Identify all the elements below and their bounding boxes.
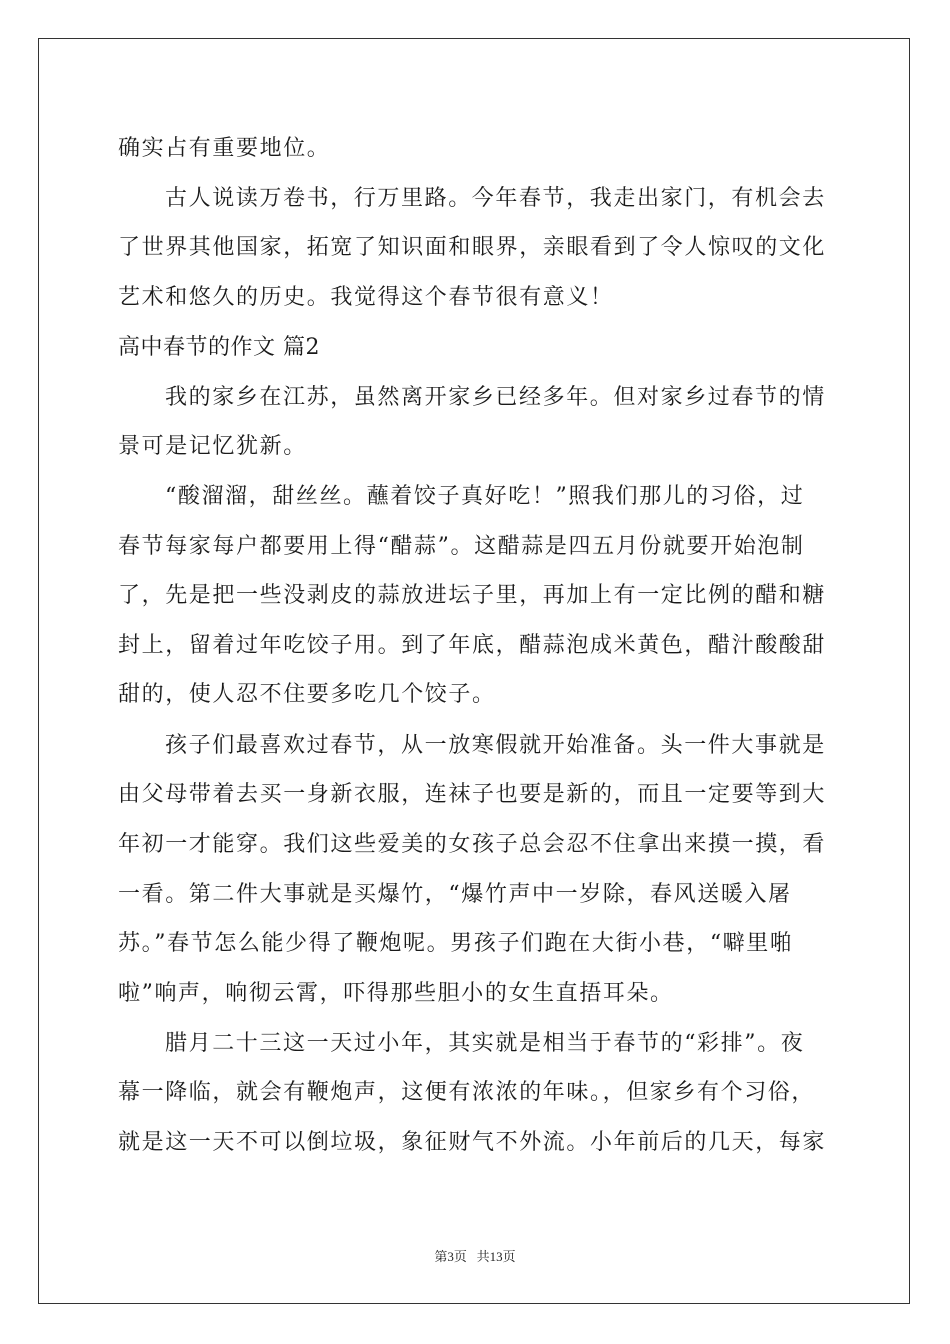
section-heading: 高中春节的作文 篇2: [118, 335, 320, 360]
paragraph-start-line: 腊月二十三这一天过小年，其实就是相当于春节的“彩排”。夜: [165, 1031, 805, 1056]
text-line: 确实占有重要地位。: [118, 136, 331, 161]
page-footer: [0, 1248, 950, 1266]
text-line: 了世界其他国家，拓宽了知识面和眼界，亲眼看到了令人惊叹的文化: [118, 235, 827, 260]
text-line: 啦”响声，响彻云霄，吓得那些胆小的女生直捂耳朵。: [118, 981, 674, 1006]
text-line: 封上，留着过年吃饺子用。到了年底，醋蒜泡成米黄色，醋汁酸酸甜: [118, 633, 827, 658]
paragraph-start-line: 古人说读万卷书，行万里路。今年春节，我走出家门，有机会去: [165, 186, 826, 211]
text-line: 苏。”春节怎么能少得了鞭炮呢。男孩子们跑在大街小巷，“噼里啪: [118, 931, 794, 956]
text-line: 艺术和悠久的历史。我觉得这个春节很有意义！: [118, 285, 614, 310]
text-line: 幕一降临，就会有鞭炮声，这便有浓浓的年味。，但家乡有个习俗，: [118, 1080, 816, 1105]
text-line: 年初一才能穿。我们这些爱美的女孩子总会忍不住拿出来摸一摸，看: [118, 832, 827, 857]
page-total: 共13页: [476, 1249, 516, 1264]
text-line: 就是这一天不可以倒垃圾，象征财气不外流。小年前后的几天，每家: [118, 1130, 827, 1155]
text-line: 了，先是把一些没剥皮的蒜放进坛子里，再加上有一定比例的醋和糖: [118, 583, 827, 608]
text-line: 甜的，使人忍不住要多吃几个饺子。: [118, 682, 496, 707]
paragraph-start-line: 我的家乡在江苏，虽然离开家乡已经多年。但对家乡过春节的情: [165, 385, 826, 410]
text-line: 一看。第二件大事就是买爆竹，“爆竹声中一岁除，春风送暖入屠: [118, 882, 792, 907]
paragraph-start-line: 孩子们最喜欢过春节，从一放寒假就开始准备。头一件大事就是: [165, 733, 826, 758]
text-line: 由父母带着去买一身新衣服，连袜子也要是新的，而且一定要等到大: [118, 782, 827, 807]
page-number: 第3页: [434, 1249, 467, 1264]
page-border: [38, 38, 910, 1304]
text-line: 春节每家每户都要用上得“醋蒜”。这醋蒜是四五月份就要开始泡制: [118, 534, 805, 559]
paragraph-start-line: “酸溜溜，甜丝丝。蘸着饺子真好吃！”照我们那儿的习俗，过: [165, 484, 805, 509]
text-line: 景可是记忆犹新。: [118, 434, 307, 459]
